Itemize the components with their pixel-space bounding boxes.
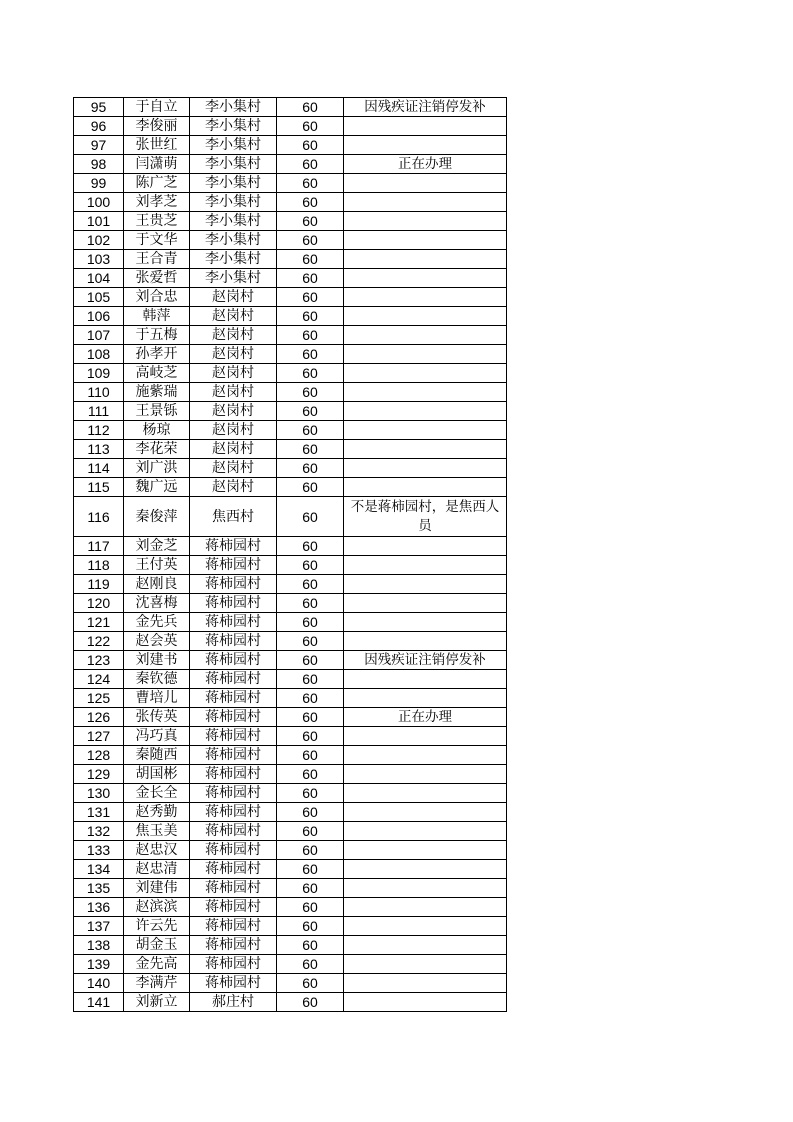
cell-amount: 60	[277, 402, 344, 421]
cell-number: 105	[74, 288, 124, 307]
cell-number: 118	[74, 556, 124, 575]
cell-village: 赵岗村	[190, 364, 277, 383]
cell-note: 正在办理	[344, 155, 507, 174]
table-row	[74, 575, 507, 594]
table-row	[74, 212, 507, 231]
cell-name: 王贵芝	[124, 212, 190, 231]
cell-note	[344, 459, 507, 478]
cell-name: 赵忠汉	[124, 841, 190, 860]
cell-note	[344, 537, 507, 556]
cell-amount: 60	[277, 478, 344, 497]
cell-village: 李小集村	[190, 98, 277, 117]
cell-amount: 60	[277, 746, 344, 765]
cell-village: 赵岗村	[190, 326, 277, 345]
cell-number: 102	[74, 231, 124, 250]
cell-note	[344, 136, 507, 155]
table-row	[74, 651, 507, 670]
cell-number: 98	[74, 155, 124, 174]
table-row	[74, 440, 507, 459]
cell-name: 赵会英	[124, 632, 190, 651]
cell-village: 赵岗村	[190, 345, 277, 364]
cell-number: 134	[74, 860, 124, 879]
cell-note	[344, 212, 507, 231]
cell-amount: 60	[277, 98, 344, 117]
cell-note	[344, 174, 507, 193]
cell-number: 125	[74, 689, 124, 708]
cell-village: 李小集村	[190, 231, 277, 250]
cell-village: 蒋柿园村	[190, 746, 277, 765]
table-row	[74, 364, 507, 383]
cell-village: 赵岗村	[190, 478, 277, 497]
cell-amount: 60	[277, 898, 344, 917]
cell-number: 128	[74, 746, 124, 765]
cell-note	[344, 822, 507, 841]
cell-amount: 60	[277, 993, 344, 1012]
cell-note	[344, 955, 507, 974]
cell-name: 魏广远	[124, 478, 190, 497]
cell-number: 96	[74, 117, 124, 136]
cell-name: 赵滨滨	[124, 898, 190, 917]
cell-village: 蒋柿园村	[190, 860, 277, 879]
cell-amount: 60	[277, 364, 344, 383]
cell-name: 冯巧真	[124, 727, 190, 746]
table-row	[74, 917, 507, 936]
table-row	[74, 955, 507, 974]
table-row	[74, 784, 507, 803]
cell-note	[344, 898, 507, 917]
cell-number: 131	[74, 803, 124, 822]
cell-name: 胡金玉	[124, 936, 190, 955]
cell-village: 李小集村	[190, 117, 277, 136]
cell-number: 109	[74, 364, 124, 383]
cell-name: 张爱哲	[124, 269, 190, 288]
cell-village: 蒋柿园村	[190, 613, 277, 632]
cell-amount: 60	[277, 497, 344, 537]
table-row	[74, 708, 507, 727]
cell-note	[344, 326, 507, 345]
cell-amount: 60	[277, 440, 344, 459]
cell-name: 韩萍	[124, 307, 190, 326]
cell-amount: 60	[277, 421, 344, 440]
cell-name: 张世红	[124, 136, 190, 155]
cell-amount: 60	[277, 860, 344, 879]
cell-amount: 60	[277, 651, 344, 670]
cell-village: 蒋柿园村	[190, 765, 277, 784]
cell-note	[344, 613, 507, 632]
cell-amount: 60	[277, 765, 344, 784]
cell-number: 110	[74, 383, 124, 402]
cell-amount: 60	[277, 784, 344, 803]
cell-note	[344, 421, 507, 440]
cell-name: 刘广洪	[124, 459, 190, 478]
cell-name: 金先兵	[124, 613, 190, 632]
cell-name: 闫潇萌	[124, 155, 190, 174]
cell-number: 97	[74, 136, 124, 155]
cell-name: 赵忠清	[124, 860, 190, 879]
cell-amount: 60	[277, 727, 344, 746]
cell-amount: 60	[277, 594, 344, 613]
cell-name: 赵刚良	[124, 575, 190, 594]
cell-village: 焦西村	[190, 497, 277, 537]
cell-number: 101	[74, 212, 124, 231]
cell-amount: 60	[277, 689, 344, 708]
cell-amount: 60	[277, 269, 344, 288]
cell-note	[344, 269, 507, 288]
cell-village: 蒋柿园村	[190, 594, 277, 613]
cell-name: 刘建伟	[124, 879, 190, 898]
cell-name: 胡国彬	[124, 765, 190, 784]
cell-note	[344, 556, 507, 575]
cell-note	[344, 594, 507, 613]
cell-note: 因残疾证注销停发补	[344, 98, 507, 117]
table-row	[74, 421, 507, 440]
cell-village: 蒋柿园村	[190, 917, 277, 936]
cell-village: 李小集村	[190, 193, 277, 212]
cell-name: 孙孝开	[124, 345, 190, 364]
cell-amount: 60	[277, 803, 344, 822]
cell-number: 114	[74, 459, 124, 478]
cell-number: 136	[74, 898, 124, 917]
table-row	[74, 136, 507, 155]
cell-note	[344, 803, 507, 822]
table-row	[74, 613, 507, 632]
cell-note: 因残疾证注销停发补	[344, 651, 507, 670]
cell-note	[344, 440, 507, 459]
cell-amount: 60	[277, 117, 344, 136]
cell-name: 焦玉美	[124, 822, 190, 841]
cell-note	[344, 746, 507, 765]
cell-village: 蒋柿园村	[190, 822, 277, 841]
cell-note	[344, 117, 507, 136]
cell-village: 赵岗村	[190, 383, 277, 402]
cell-village: 赵岗村	[190, 421, 277, 440]
cell-note	[344, 383, 507, 402]
table-row	[74, 459, 507, 478]
cell-number: 117	[74, 537, 124, 556]
cell-village: 李小集村	[190, 250, 277, 269]
cell-note	[344, 784, 507, 803]
table-row	[74, 288, 507, 307]
cell-number: 119	[74, 575, 124, 594]
cell-name: 李满芹	[124, 974, 190, 993]
table-row	[74, 670, 507, 689]
cell-village: 蒋柿园村	[190, 537, 277, 556]
cell-number: 139	[74, 955, 124, 974]
table-row	[74, 632, 507, 651]
cell-number: 112	[74, 421, 124, 440]
cell-name: 李花荣	[124, 440, 190, 459]
cell-village: 赵岗村	[190, 402, 277, 421]
cell-note: 不是蒋柿园村，是焦西人员	[344, 497, 507, 537]
table-row	[74, 936, 507, 955]
cell-amount: 60	[277, 917, 344, 936]
cell-note	[344, 765, 507, 784]
cell-note	[344, 307, 507, 326]
cell-village: 蒋柿园村	[190, 898, 277, 917]
cell-amount: 60	[277, 613, 344, 632]
cell-name: 张传英	[124, 708, 190, 727]
cell-village: 蒋柿园村	[190, 651, 277, 670]
cell-amount: 60	[277, 708, 344, 727]
table-row	[74, 993, 507, 1012]
table-row	[74, 231, 507, 250]
cell-amount: 60	[277, 632, 344, 651]
cell-village: 李小集村	[190, 212, 277, 231]
cell-number: 95	[74, 98, 124, 117]
cell-village: 李小集村	[190, 155, 277, 174]
cell-village: 赵岗村	[190, 288, 277, 307]
cell-village: 蒋柿园村	[190, 708, 277, 727]
cell-amount: 60	[277, 822, 344, 841]
cell-village: 李小集村	[190, 269, 277, 288]
cell-name: 于文华	[124, 231, 190, 250]
cell-number: 129	[74, 765, 124, 784]
cell-village: 蒋柿园村	[190, 841, 277, 860]
cell-village: 郝庄村	[190, 993, 277, 1012]
cell-note	[344, 879, 507, 898]
cell-name: 刘孝芝	[124, 193, 190, 212]
cell-name: 杨琼	[124, 421, 190, 440]
cell-number: 122	[74, 632, 124, 651]
cell-note	[344, 632, 507, 651]
cell-village: 赵岗村	[190, 440, 277, 459]
cell-village: 蒋柿园村	[190, 689, 277, 708]
cell-number: 126	[74, 708, 124, 727]
table-row	[74, 727, 507, 746]
cell-number: 133	[74, 841, 124, 860]
cell-village: 李小集村	[190, 174, 277, 193]
cell-number: 116	[74, 497, 124, 537]
cell-name: 金长全	[124, 784, 190, 803]
cell-number: 104	[74, 269, 124, 288]
table-row	[74, 269, 507, 288]
cell-village: 蒋柿园村	[190, 575, 277, 594]
cell-note	[344, 364, 507, 383]
cell-amount: 60	[277, 345, 344, 364]
table-row	[74, 155, 507, 174]
cell-name: 刘新立	[124, 993, 190, 1012]
table-row	[74, 402, 507, 421]
cell-name: 高岐芝	[124, 364, 190, 383]
cell-amount: 60	[277, 193, 344, 212]
cell-note	[344, 402, 507, 421]
table-row	[74, 478, 507, 497]
cell-note: 正在办理	[344, 708, 507, 727]
cell-name: 于五梅	[124, 326, 190, 345]
cell-number: 107	[74, 326, 124, 345]
cell-note	[344, 917, 507, 936]
cell-village: 蒋柿园村	[190, 803, 277, 822]
cell-amount: 60	[277, 307, 344, 326]
table-row	[74, 117, 507, 136]
cell-note	[344, 231, 507, 250]
cell-name: 刘合忠	[124, 288, 190, 307]
roster-table-body	[74, 98, 507, 1012]
cell-amount: 60	[277, 936, 344, 955]
cell-note	[344, 288, 507, 307]
cell-number: 135	[74, 879, 124, 898]
cell-name: 金先高	[124, 955, 190, 974]
cell-number: 103	[74, 250, 124, 269]
cell-name: 许云先	[124, 917, 190, 936]
cell-amount: 60	[277, 459, 344, 478]
cell-village: 蒋柿园村	[190, 955, 277, 974]
table-row	[74, 765, 507, 784]
cell-note	[344, 860, 507, 879]
table-row	[74, 174, 507, 193]
cell-number: 106	[74, 307, 124, 326]
table-row	[74, 250, 507, 269]
table-row	[74, 537, 507, 556]
table-row	[74, 974, 507, 993]
cell-amount: 60	[277, 575, 344, 594]
cell-amount: 60	[277, 955, 344, 974]
cell-village: 蒋柿园村	[190, 632, 277, 651]
cell-amount: 60	[277, 841, 344, 860]
table-row	[74, 841, 507, 860]
cell-note	[344, 841, 507, 860]
cell-number: 113	[74, 440, 124, 459]
cell-note	[344, 345, 507, 364]
cell-name: 秦随西	[124, 746, 190, 765]
table-row	[74, 879, 507, 898]
cell-amount: 60	[277, 174, 344, 193]
cell-number: 138	[74, 936, 124, 955]
table-row	[74, 193, 507, 212]
cell-amount: 60	[277, 974, 344, 993]
table-row	[74, 307, 507, 326]
table-row	[74, 803, 507, 822]
cell-name: 赵秀勤	[124, 803, 190, 822]
cell-note	[344, 974, 507, 993]
table-row	[74, 98, 507, 117]
cell-name: 刘金芝	[124, 537, 190, 556]
cell-number: 100	[74, 193, 124, 212]
cell-amount: 60	[277, 326, 344, 345]
cell-name: 李俊丽	[124, 117, 190, 136]
cell-number: 137	[74, 917, 124, 936]
cell-village: 赵岗村	[190, 307, 277, 326]
table-row	[74, 898, 507, 917]
table-row	[74, 594, 507, 613]
cell-number: 123	[74, 651, 124, 670]
cell-note	[344, 250, 507, 269]
roster-table	[73, 97, 507, 1012]
cell-amount: 60	[277, 383, 344, 402]
cell-number: 121	[74, 613, 124, 632]
cell-name: 秦钦德	[124, 670, 190, 689]
cell-village: 蒋柿园村	[190, 879, 277, 898]
cell-village: 蒋柿园村	[190, 670, 277, 689]
cell-note	[344, 689, 507, 708]
cell-village: 赵岗村	[190, 459, 277, 478]
cell-name: 王付英	[124, 556, 190, 575]
cell-amount: 60	[277, 288, 344, 307]
cell-note	[344, 478, 507, 497]
cell-amount: 60	[277, 537, 344, 556]
cell-amount: 60	[277, 136, 344, 155]
cell-amount: 60	[277, 879, 344, 898]
cell-note	[344, 727, 507, 746]
cell-name: 曹培儿	[124, 689, 190, 708]
cell-number: 141	[74, 993, 124, 1012]
table-row	[74, 822, 507, 841]
table-row	[74, 689, 507, 708]
table-row	[74, 556, 507, 575]
cell-note	[344, 193, 507, 212]
cell-amount: 60	[277, 556, 344, 575]
cell-note	[344, 670, 507, 689]
cell-village: 蒋柿园村	[190, 556, 277, 575]
table-row	[74, 860, 507, 879]
cell-number: 127	[74, 727, 124, 746]
table-row	[74, 746, 507, 765]
cell-name: 于自立	[124, 98, 190, 117]
table-row	[74, 326, 507, 345]
cell-name: 施紫瑞	[124, 383, 190, 402]
cell-village: 蒋柿园村	[190, 974, 277, 993]
table-row	[74, 497, 507, 537]
cell-note	[344, 575, 507, 594]
cell-number: 132	[74, 822, 124, 841]
cell-number: 124	[74, 670, 124, 689]
cell-name: 王景铄	[124, 402, 190, 421]
cell-name: 陈广芝	[124, 174, 190, 193]
cell-name: 沈喜梅	[124, 594, 190, 613]
cell-note	[344, 936, 507, 955]
cell-village: 蒋柿园村	[190, 936, 277, 955]
cell-name: 刘建书	[124, 651, 190, 670]
cell-number: 130	[74, 784, 124, 803]
cell-village: 李小集村	[190, 136, 277, 155]
cell-village: 蒋柿园村	[190, 727, 277, 746]
cell-amount: 60	[277, 250, 344, 269]
cell-amount: 60	[277, 212, 344, 231]
table-row	[74, 345, 507, 364]
cell-number: 115	[74, 478, 124, 497]
cell-amount: 60	[277, 670, 344, 689]
cell-number: 120	[74, 594, 124, 613]
table-row	[74, 383, 507, 402]
cell-number: 108	[74, 345, 124, 364]
cell-amount: 60	[277, 155, 344, 174]
cell-name: 秦俊萍	[124, 497, 190, 537]
cell-amount: 60	[277, 231, 344, 250]
cell-number: 140	[74, 974, 124, 993]
cell-village: 蒋柿园村	[190, 784, 277, 803]
cell-number: 99	[74, 174, 124, 193]
cell-note	[344, 993, 507, 1012]
cell-number: 111	[74, 402, 124, 421]
cell-name: 王合青	[124, 250, 190, 269]
